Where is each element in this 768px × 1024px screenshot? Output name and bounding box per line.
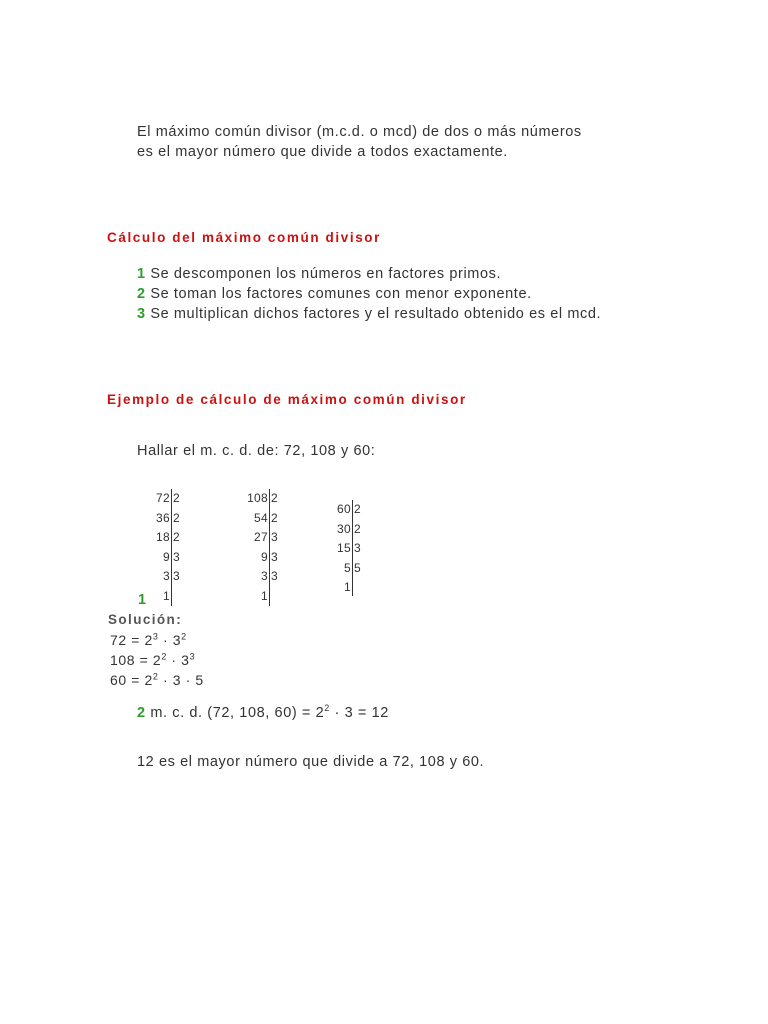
division-table-108 — [234, 489, 284, 606]
list-item — [137, 284, 646, 304]
solution-label: Solución: — [108, 612, 183, 627]
table-row: 30 2 — [337, 521, 361, 536]
example-prompt: Hallar el m. c. d. de: 72, 108 y 60: — [137, 443, 376, 459]
list-item — [137, 304, 646, 324]
table-row: 54 2 — [254, 510, 278, 525]
intro-line-1: El máximo común divisor (m.c.d. o mcd) de dos o más números — [137, 124, 582, 140]
table-row: 1 — [163, 588, 170, 603]
step-number: 3 — [137, 306, 146, 322]
equation-72: $72 = 2^3 \cdot 3^2$ — [110, 631, 187, 648]
equation-60: $60 = 2^2 \cdot 3 \cdot 5$ — [110, 671, 204, 688]
steps-list — [137, 264, 646, 324]
table-row: 9 3 — [261, 549, 278, 564]
table-row: 15 3 — [337, 541, 361, 555]
table-row: 72 2 — [156, 491, 180, 505]
table-row: 60 2 — [337, 502, 361, 516]
step-number: 2 — [137, 705, 146, 721]
section-heading-calculo: Cálculo del máximo común divisor — [107, 230, 382, 245]
table-row: 1 — [344, 580, 351, 594]
division-table-60 — [322, 500, 372, 598]
table-row: 1 — [261, 588, 268, 603]
table-row: 9 3 — [163, 549, 180, 564]
table-row: 108 2 — [247, 491, 278, 505]
table-row: 18 2 — [156, 530, 180, 544]
step-text: Se toman los factores comunes con menor exponente. — [150, 286, 532, 302]
step-number: 2 — [137, 286, 146, 302]
step-1-marker: 1 — [138, 592, 147, 608]
step-text: Se multiplican dichos factores y el resultado obtenido es el mcd. — [150, 306, 602, 322]
step-text: Se descomponen los números en factores primos. — [150, 266, 502, 282]
table-row: 3 3 — [163, 569, 180, 583]
list-item — [137, 264, 646, 284]
step-number: 1 — [137, 266, 146, 282]
intro-paragraph — [137, 122, 647, 162]
equation-108: $108 = 2^2 \cdot 3^3$ — [110, 651, 196, 668]
section-heading-ejemplo: Ejemplo de cálculo de máximo común divisor — [107, 392, 467, 407]
table-row: 3 3 — [261, 569, 278, 583]
step-2-result: 2 m. c. d. (72, 108, $60) = 2^2 \cdot 3 = 12$ — [137, 703, 389, 721]
table-row: 36 2 — [156, 510, 180, 525]
conclusion: 12 es el mayor número que divide a 72, 108 y 60. — [137, 754, 485, 770]
table-row: 27 3 — [254, 530, 278, 544]
intro-line-2: es el mayor número que divide a todos exactamente. — [137, 144, 508, 160]
table-row: 5 5 — [344, 560, 361, 575]
division-table-72 — [140, 489, 190, 606]
